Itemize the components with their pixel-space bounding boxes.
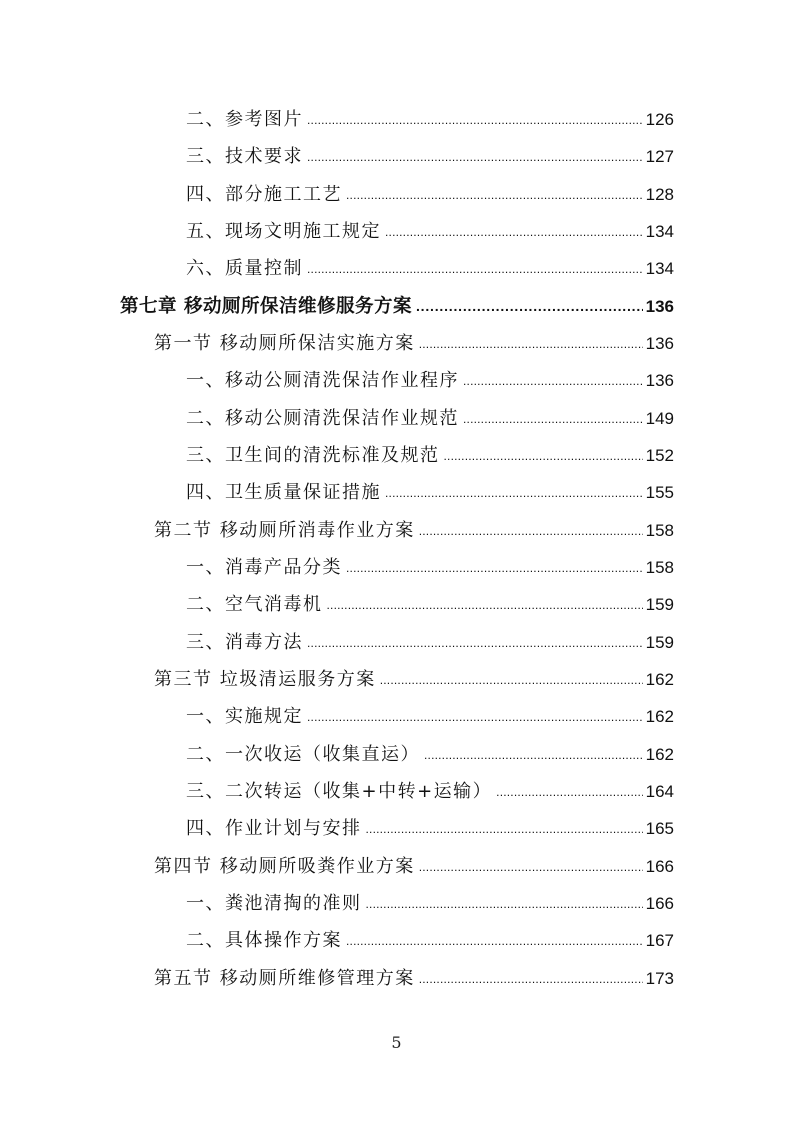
toc-entry-page: 126 [645, 110, 674, 129]
toc-entry [186, 138, 674, 175]
toc-entry-label: 第四节 移动厕所吸粪作业方案 [154, 856, 415, 877]
toc-leader-dots [346, 923, 643, 960]
toc-entry [186, 250, 674, 287]
toc-section-entry [154, 661, 674, 698]
toc-entry-label: 四、部分施工工艺 [186, 184, 342, 205]
toc-leader-dots [419, 513, 643, 550]
toc-entry-label: 六、质量控制 [186, 258, 303, 279]
toc-entry-page: 166 [645, 857, 674, 876]
toc-leader-dots [327, 587, 643, 624]
toc-entry-page: 167 [645, 931, 674, 950]
toc-leader-dots [419, 849, 643, 886]
toc-entry-page: 134 [645, 259, 674, 278]
toc-leader-dots [385, 475, 643, 512]
toc-leader-dots [366, 811, 643, 848]
toc-entry-page: 134 [645, 222, 674, 241]
toc-entry [186, 474, 674, 511]
toc-entry-label: 五、现场文明施工规定 [186, 221, 381, 242]
toc-entry [186, 698, 674, 735]
toc-entry-label: 第七章 移动厕所保洁维修服务方案 [120, 296, 412, 317]
toc-entry-label: 一、移动公厕清洗保洁作业程序 [186, 370, 459, 391]
toc-leader-dots [444, 438, 643, 475]
toc-chapter-entry [120, 288, 674, 325]
toc-entry-label: 四、作业计划与安排 [186, 818, 362, 839]
toc-leader-dots [346, 550, 643, 587]
page-number: 5 [391, 1033, 402, 1052]
toc-entry-label: 第三节 垃圾清运服务方案 [154, 669, 376, 690]
toc-entry [186, 773, 674, 810]
toc-entry-label: 三、技术要求 [186, 146, 303, 167]
toc-entry [186, 101, 674, 138]
toc-entry-page: 162 [645, 707, 674, 726]
toc-entry-label: 第二节 移动厕所消毒作业方案 [154, 520, 415, 541]
toc-entry [186, 736, 674, 773]
toc-entry-label: 第一节 移动厕所保洁实施方案 [154, 333, 415, 354]
toc-section-entry [154, 512, 674, 549]
toc-entry-page: 162 [645, 745, 674, 764]
toc-entry-page: 159 [645, 633, 674, 652]
toc-entry-page: 136 [645, 334, 674, 353]
toc-entry-label: 三、二次转运（收集+中转+运输） [186, 781, 493, 802]
toc-leader-dots [346, 177, 643, 214]
toc-entry-page: 128 [645, 185, 674, 204]
toc-entry-page: 136 [645, 371, 674, 390]
toc-entry [186, 586, 674, 623]
toc-leader-dots [380, 662, 643, 699]
toc-leader-dots [424, 737, 643, 774]
toc-entry [186, 810, 674, 847]
toc-entry-page: 173 [645, 969, 674, 988]
toc-entry [186, 922, 674, 959]
toc-leader-dots [307, 699, 643, 736]
toc-entry [186, 362, 674, 399]
toc-leader-dots [416, 288, 643, 325]
toc-entry-label: 二、参考图片 [186, 109, 303, 130]
toc-entry-label: 二、具体操作方案 [186, 930, 342, 951]
toc-leader-dots [307, 625, 643, 662]
toc-entry-label: 三、消毒方法 [186, 632, 303, 653]
toc-section-entry [154, 325, 674, 362]
toc-section-entry [154, 848, 674, 885]
toc-entry-page: 149 [645, 409, 674, 428]
toc-leader-dots [307, 102, 643, 139]
toc-entry-label: 一、消毒产品分类 [186, 557, 342, 578]
toc-leader-dots [463, 401, 643, 438]
toc-entry-label: 一、粪池清掏的准则 [186, 893, 362, 914]
toc-entry-page: 162 [645, 670, 674, 689]
toc-leader-dots [463, 363, 643, 400]
toc-entry-label: 四、卫生质量保证措施 [186, 482, 381, 503]
toc-leader-dots [366, 886, 643, 923]
toc-entry-page: 127 [645, 147, 674, 166]
toc-leader-dots [385, 214, 643, 251]
toc-entry-label: 二、空气消毒机 [186, 594, 323, 615]
toc-entry-label: 三、卫生间的清洗标准及规范 [186, 445, 440, 466]
toc-leader-dots [496, 774, 642, 811]
toc-entry [186, 549, 674, 586]
toc-entry-page: 158 [645, 558, 674, 577]
toc-entry [186, 437, 674, 474]
toc-leader-dots [419, 961, 643, 998]
toc-entry-page: 155 [645, 483, 674, 502]
toc-entry [186, 213, 674, 250]
toc-leader-dots [307, 251, 643, 288]
toc-section-entry [154, 960, 674, 997]
toc-entry-label: 二、一次收运（收集直运） [186, 744, 420, 765]
toc-entry-page: 166 [645, 894, 674, 913]
toc-entry [186, 176, 674, 213]
toc-entry-page: 159 [645, 595, 674, 614]
toc-entry [186, 400, 674, 437]
toc-entry [186, 885, 674, 922]
toc-leader-dots [307, 139, 643, 176]
toc-entry [186, 624, 674, 661]
toc-leader-dots [419, 326, 643, 363]
toc-entry-label: 二、移动公厕清洗保洁作业规范 [186, 408, 459, 429]
toc-entry-label: 一、实施规定 [186, 706, 303, 727]
toc-entry-page: 158 [645, 521, 674, 540]
toc-entry-page: 152 [645, 446, 674, 465]
toc-entry-page: 136 [645, 297, 674, 316]
toc-entry-label: 第五节 移动厕所维修管理方案 [154, 968, 415, 989]
toc-entry-page: 164 [645, 782, 674, 801]
toc-entry-page: 165 [645, 819, 674, 838]
